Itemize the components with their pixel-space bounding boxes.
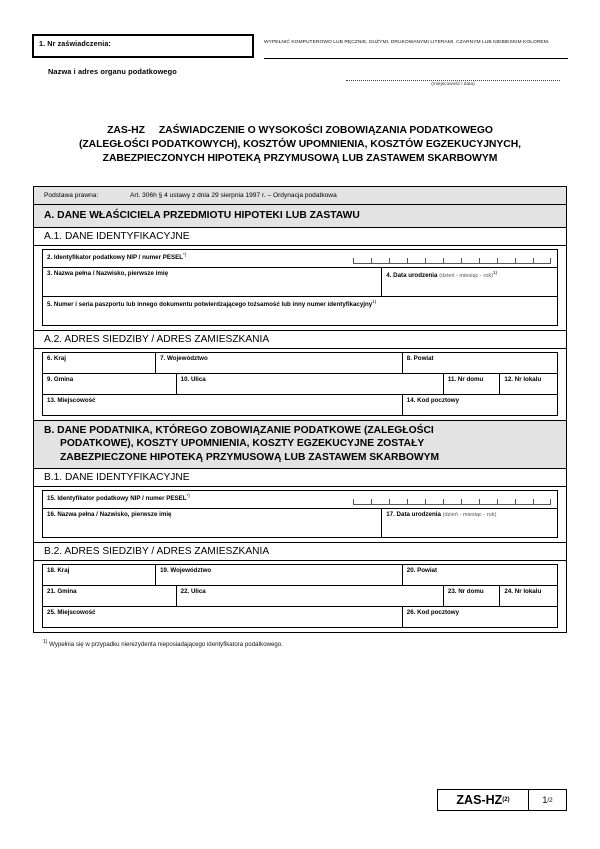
field-6-label: 6. Kraj: [47, 354, 66, 362]
title-form-code: ZAS-HZ: [107, 125, 145, 136]
section-a1-heading: A.1. DANE IDENTYFIKACYJNE: [33, 228, 567, 246]
field-row-15: [42, 490, 558, 508]
field-2-label: 2. Identyfikator podatkowy NIP / numer PESEL: [47, 253, 184, 261]
field-26-postal-code[interactable]: [403, 607, 557, 627]
field-row-13-14: [42, 394, 558, 416]
field-row-6-8: [42, 352, 558, 373]
field-14-label: 14. Kod pocztowy: [406, 396, 460, 404]
field-14-postal-code[interactable]: [403, 395, 557, 415]
section-a2-heading: A.2. ADRES SIEDZIBY / ADRES ZAMIESZKANIA: [33, 331, 567, 349]
field-row-5: [42, 296, 558, 326]
field-15-label: 15. Identyfikator podatkowy NIP / numer PESEL: [47, 495, 187, 503]
title-line-1: ZAŚWIADCZENIE O WYSOKOŚCI ZOBOWIĄZANIA PODATKOWEGO: [158, 125, 493, 136]
field-18-label: 18. Kraj: [47, 567, 70, 575]
footnote-text: Wypełnia się w przypadku nierezydenta nieposiadającego identyfikatora podatkowego.: [49, 641, 283, 649]
field-9-label: 9. Gmina: [47, 375, 74, 383]
field-21-commune[interactable]: [43, 586, 177, 606]
field-22-street[interactable]: [177, 586, 444, 606]
place-date-caption: (miejscowość i data): [431, 82, 475, 87]
section-b2-heading: B.2. ADRES SIEDZIBY / ADRES ZAMIESZKANIA: [33, 543, 567, 561]
section-a2-fields: [33, 349, 567, 421]
page-title: [32, 124, 568, 167]
field-7-label: 7. Województwo: [160, 354, 208, 362]
tax-authority-label: Nazwa i adres organu podatkowego: [48, 67, 177, 76]
field-7-voivodeship[interactable]: [156, 353, 403, 373]
field-5-label: 5. Numer i seria paszportu lub innego dokumentu potwierdzającego tożsamość lub inny numer identyfikacyjny: [47, 300, 373, 308]
field-17-label: 17. Data urodzenia: [386, 511, 441, 519]
place-date-dotted-line[interactable]: [346, 72, 560, 81]
field-20-label: 20. Powiat: [406, 567, 438, 575]
section-b1-fields: [33, 487, 567, 543]
field-8-county[interactable]: [403, 353, 557, 373]
field-4-label: 4. Data urodzenia: [386, 271, 438, 279]
field-4-superscript: 1): [492, 269, 498, 275]
section-b2-fields: [33, 561, 567, 633]
field-18-country[interactable]: [43, 565, 156, 585]
field-15-comb: [353, 498, 551, 505]
field-2-comb: [353, 257, 551, 264]
field-16-full-name[interactable]: [43, 509, 382, 537]
field-25-label: 25. Miejscowość: [47, 609, 96, 617]
section-b-heading-line-2: PODATKOWE), KOSZTY UPOMNIENIA, KOSZTY EGZEKUCYJNE ZOSTAŁY: [60, 438, 425, 450]
field-10-street[interactable]: [177, 374, 444, 394]
field-24-apartment-number[interactable]: [500, 586, 557, 606]
field-row-21-24: [42, 585, 558, 606]
field-row-16-17: [42, 508, 558, 538]
field-9-commune[interactable]: [43, 374, 177, 394]
place-and-date-block: [338, 72, 568, 87]
document-header: [32, 34, 568, 87]
field-10-label: 10. Ulica: [180, 375, 206, 383]
field-8-label: 8. Powiat: [406, 354, 434, 362]
field-24-label: 24. Nr lokalu: [504, 588, 542, 596]
field-4-hint: (dzień - miesiąc - rok): [439, 272, 493, 279]
certificate-number-row: [32, 34, 568, 58]
field-17-hint: (dzień - miesiąc - rok): [442, 512, 497, 519]
field-5-passport-number[interactable]: [43, 297, 557, 325]
field-11-house-number[interactable]: [444, 374, 501, 394]
field-row-2: [42, 249, 558, 267]
field-22-label: 22. Ulica: [180, 588, 206, 596]
field-15-nip-pesel[interactable]: [43, 491, 557, 508]
field-26-label: 26. Kod pocztowy: [406, 609, 460, 617]
legal-basis-label: Podstawa prawna:: [44, 192, 99, 199]
section-a1-fields: [33, 246, 567, 331]
field-2-nip-pesel[interactable]: [43, 250, 557, 267]
field-6-country[interactable]: [43, 353, 156, 373]
footer-form-code: [437, 789, 529, 811]
fill-instruction: [254, 34, 568, 58]
section-b1-heading: B.1. DANE IDENTYFIKACYJNE: [33, 469, 567, 487]
footer-page-number: [529, 789, 567, 811]
title-first-line: [32, 124, 568, 138]
field-3-full-name[interactable]: [43, 268, 382, 296]
field-4-birth-date[interactable]: [382, 268, 557, 296]
field-12-apartment-number[interactable]: [500, 374, 557, 394]
page-footer: [437, 789, 567, 811]
legal-basis-row: [33, 186, 567, 205]
field-19-label: 19. Województwo: [160, 567, 212, 575]
section-b-heading: [33, 421, 567, 470]
field-3-label: 3. Nazwa pełna / Nazwisko, pierwsze imię: [47, 269, 169, 277]
footer-page-total: /2: [547, 796, 553, 804]
field-21-label: 21. Gmina: [47, 588, 77, 596]
field-15-superscript: *): [186, 493, 190, 499]
footer-form-code-text: ZAS-HZ: [456, 793, 503, 807]
section-a-heading: A. DANE WŁAŚCICIELA PRZEDMIOTU HIPOTEKI LUB ZASTAWU: [33, 205, 567, 228]
title-line-2: (ZALEGŁOŚCI PODATKOWYCH), KOSZTÓW UPOMNIENIA, KOSZTÓW EGZEKUCYJNYCH,: [78, 139, 522, 151]
field-11-label: 11. Nr domu: [447, 375, 484, 383]
footnote: [33, 639, 567, 648]
field-row-9-12: [42, 373, 558, 394]
field-13-label: 13. Miejscowość: [47, 396, 96, 404]
field-12-label: 12. Nr lokalu: [504, 375, 542, 383]
fill-instruction-text: WYPEŁNIĆ KOMPUTEROWO LUB RĘCZNIE, DUŻYMI, DRUKOWANYMI LITERAMI, CZARNYM LUB NIEBIESKIM KOLOREM.: [264, 40, 550, 45]
field-17-birth-date[interactable]: [382, 509, 557, 537]
field-23-label: 23. Nr domu: [447, 588, 484, 596]
field-row-3-4: [42, 267, 558, 296]
field-23-house-number[interactable]: [444, 586, 501, 606]
section-b-heading-line-3: ZABEZPIECZONE HIPOTEKĄ PRZYMUSOWĄ LUB ZASTAWEM SKARBOWYM: [60, 451, 440, 463]
field-5-superscript: 1): [372, 298, 377, 304]
field-16-label: 16. Nazwa pełna / Nazwisko, pierwsze imię: [47, 511, 172, 519]
header-rule: [264, 58, 568, 59]
section-b-heading-line-1: B. DANE PODATNIKA, KTÓREGO ZOBOWIĄZANIE PODATKOWE (ZALEGŁOŚCI: [44, 424, 434, 436]
footnote-marker: 1): [43, 639, 48, 646]
field-25-city[interactable]: [43, 607, 403, 627]
form-body: [33, 186, 567, 648]
field-13-city[interactable]: [43, 395, 403, 415]
title-line-3: ZABEZPIECZONYCH HIPOTEKĄ PRZYMUSOWĄ LUB ZASTAWEM SKARBOWYM: [102, 153, 498, 165]
certificate-number-label: 1. Nr zaświadczenia:: [39, 39, 111, 48]
field-row-25-26: [42, 606, 558, 628]
field-2-superscript: *): [183, 251, 187, 257]
footer-form-version: (2): [502, 797, 510, 803]
legal-basis-value: Art. 306h § 4 ustawy z dnia 29 sierpnia 1997 r. – Ordynacja podatkowa: [130, 192, 337, 199]
certificate-number-field[interactable]: [32, 34, 254, 58]
field-19-voivodeship[interactable]: [156, 565, 403, 585]
field-row-18-20: [42, 564, 558, 585]
field-20-county[interactable]: [403, 565, 557, 585]
footer-page-current: 1: [542, 795, 548, 805]
